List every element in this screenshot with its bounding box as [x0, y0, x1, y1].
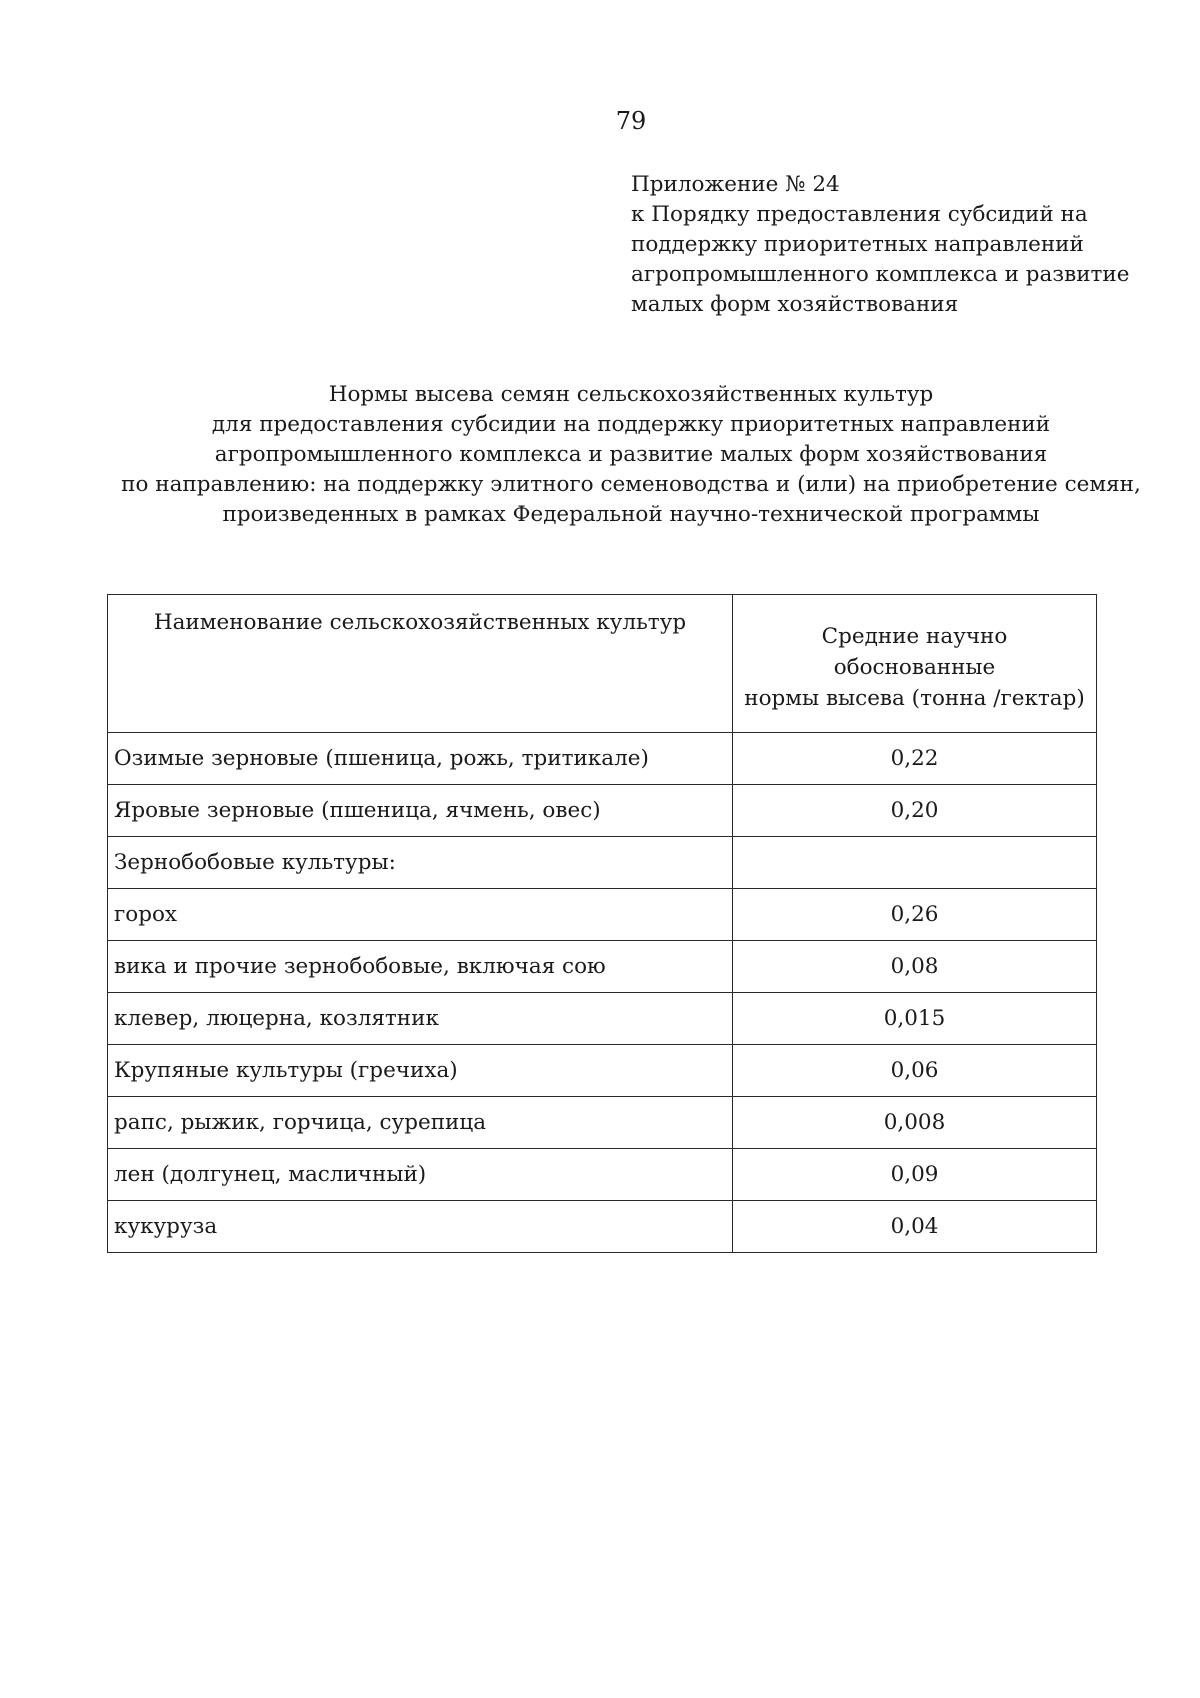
table-row — [108, 733, 1097, 785]
column-header-seeding-norm — [733, 595, 1097, 733]
title-line: по направлению: на поддержку элитного семеноводства и (или) на приобретение семян, — [121, 472, 1141, 497]
title-line: агропромышленного комплекса и развитие малых форм хозяйствования — [214, 442, 1048, 467]
crop-name-cell: Яровые зерновые (пшеница, ячмень, овес) — [108, 785, 733, 837]
crop-name-cell: рапс, рыжик, горчица, сурепица — [108, 1097, 733, 1149]
norm-value-cell: 0,26 — [733, 889, 1097, 941]
table-row — [108, 993, 1097, 1045]
title-line: Нормы высева семян сельскохозяйственных культур — [328, 382, 934, 407]
norm-value-cell: 0,22 — [733, 733, 1097, 785]
appendix-reference-line: поддержку приоритетных направлений — [631, 232, 1084, 257]
norm-value-cell: 0,06 — [733, 1045, 1097, 1097]
crop-name-cell: Крупяные культуры (гречиха) — [108, 1045, 733, 1097]
crop-group-cell: Зернобобовые культуры: — [108, 837, 733, 889]
norm-value-cell: 0,04 — [733, 1201, 1097, 1253]
seeding-norms-table — [107, 594, 1097, 1253]
norm-value-cell: 0,08 — [733, 941, 1097, 993]
crop-name-cell: горох — [108, 889, 733, 941]
document-title — [0, 380, 1200, 530]
table-row — [108, 1201, 1097, 1253]
appendix-header — [631, 170, 1191, 320]
norm-value-cell: 0,09 — [733, 1149, 1097, 1201]
page-number: 79 — [615, 107, 647, 135]
norm-value-cell: 0,20 — [733, 785, 1097, 837]
crop-name-cell: вика и прочие зернобобовые, включая сою — [108, 941, 733, 993]
crop-name-cell: кукуруза — [108, 1201, 733, 1253]
table-row — [108, 837, 1097, 889]
table-row — [108, 941, 1097, 993]
title-line: произведенных в рамках Федеральной научно-технической программы — [222, 502, 1040, 527]
table-row — [108, 889, 1097, 941]
appendix-reference-line: к Порядку предоставления субсидий на — [631, 202, 1088, 227]
crop-name-cell: лен (долгунец, масличный) — [108, 1149, 733, 1201]
norm-value-cell: 0,015 — [733, 993, 1097, 1045]
column-header-line: Средние научно обоснованные — [821, 624, 1008, 680]
appendix-number: Приложение № 24 — [631, 172, 840, 197]
table-row — [108, 785, 1097, 837]
column-header-crop-name: Наименование сельскохозяйственных культур — [108, 595, 733, 733]
norm-value-cell — [733, 837, 1097, 889]
table-row — [108, 1149, 1097, 1201]
crop-name-cell: клевер, люцерна, козлятник — [108, 993, 733, 1045]
appendix-reference-line: малых форм хозяйствования — [631, 292, 959, 317]
norm-value-cell: 0,008 — [733, 1097, 1097, 1149]
table-header-row — [108, 595, 1097, 733]
crop-name-cell: Озимые зерновые (пшеница, рожь, тритикале) — [108, 733, 733, 785]
table-row — [108, 1045, 1097, 1097]
column-header-line: нормы высева (тонна /гектар) — [744, 686, 1085, 711]
table-row — [108, 1097, 1097, 1149]
appendix-reference-line: агропромышленного комплекса и развитие — [631, 262, 1130, 287]
title-line: для предоставления субсидии на поддержку приоритетных направлений — [211, 412, 1051, 437]
